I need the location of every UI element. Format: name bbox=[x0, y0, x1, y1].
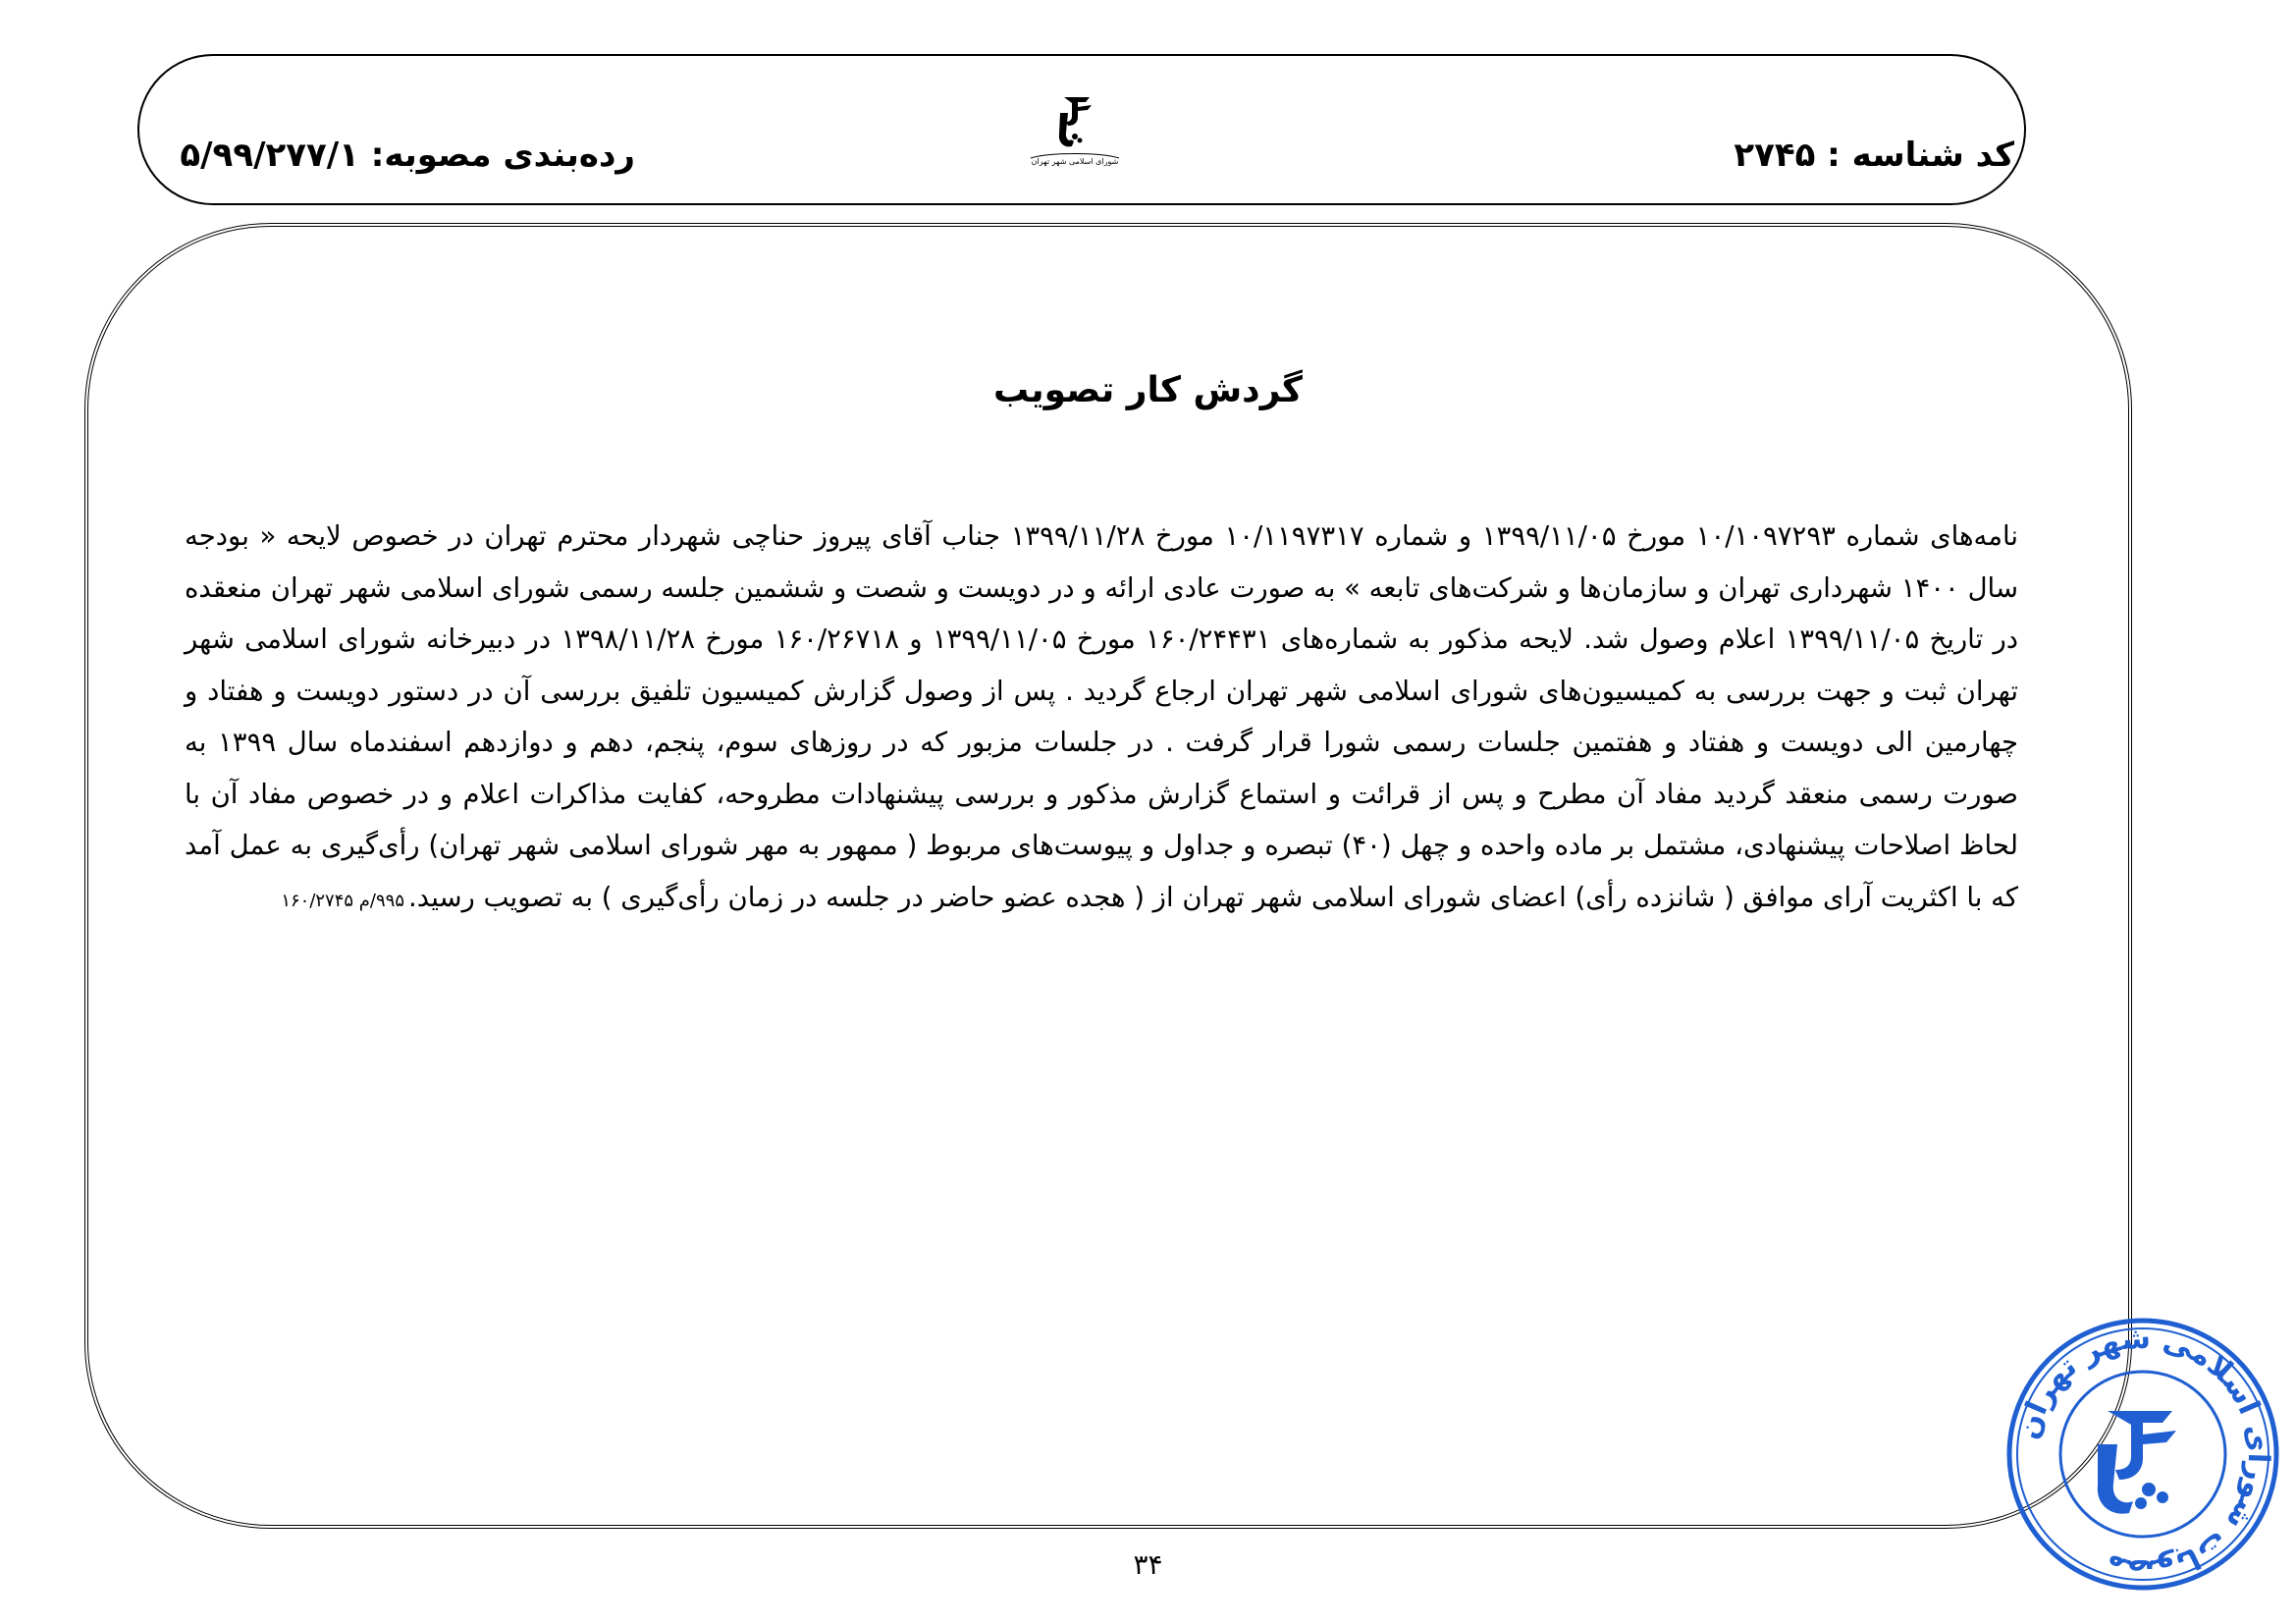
logo-caption: شورای اسلامی شهر تهران bbox=[1031, 157, 1119, 166]
stamp-emblem bbox=[2098, 1411, 2176, 1514]
council-logo bbox=[1021, 93, 1129, 167]
page-number: ۳۴ bbox=[1133, 1548, 1163, 1581]
stamp-text: مصوبات شورای اسلامی شهر تهران bbox=[2010, 1321, 2276, 1588]
body-text: نامه‌های شماره ۱۰/۱۰۹۷۲۹۳ مورخ ۱۳۹۹/۱۱/۰۵ و شماره ۱۰/۱۱۹۷۳۱۷ مورخ ۱۳۹۹/۱۱/۲۸ جناب آقای پیروز حناچی شهردار محترم تهران در خصوص لایحه « بودجه سال ۱۴۰۰ شهرداری تهران و سازمان‌ها و شرکت‌های تابعه » به صورت عادی ارائه و در دویست و شصت و ششمین جلسه رسمی شورای اسلامی شهر تهران منعقده در تاریخ ۱۳۹۹/۱۱/۰۵ اعلام وصول شد. لایحه مذکور به شماره‌های ۱۶۰/۲۴۴۳۱ مورخ ۱۳۹۹/۱۱/۰۵ و ۱۶۰/۲۶۷۱۸ مورخ ۱۳۹۸/۱۱/۲۸ در دبیرخانه شورای اسلامی شهر تهران ثبت و جهت بررسی به کمیسیون‌های شورای اسلامی شهر تهران ارجاع گردید . پس از وصول گزارش کمیسیون تلفیق بررسی آن در دستور دویست و هفتاد و چهارمین الی دویست و هفتاد و هفتمین جلسات رسمی شورا قرار گرفت . در جلسات مزبور که در روزهای سوم، پنجم، دهم و دوازدهم اسفندماه سال ۱۳۹۹ به صورت رسمی منعقد گردید مفاد آن مطرح و پس از قرائت و استماع گزارش مذکور و بررسی پیشنهادات مطروحه، کفایت مذاکرات اعلام و در خصوص مفاد آن با لحاظ اصلاحات پیشنهادی، مشتمل بر ماده واحده و چهل (۴۰) تبصره و جداول و پیوست‌های مربوط ( ممهور به مهر شورای اسلامی شهر تهران) رأی‌گیری به عمل آمد که با اکثریت آرای موافق ( شانزده رأی) اعضای شورای اسلامی شهر تهران از ( هجده عضو حاضر در جلسه در زمان رأی‌گیری ) به تصویب رسید. bbox=[185, 520, 2019, 913]
document-code: کد شناسه : ۲۷۴۵ bbox=[1734, 135, 2014, 175]
document-title: گردش کار تصویب bbox=[993, 370, 1303, 410]
official-stamp bbox=[2004, 1316, 2281, 1593]
body-reference-number: ۹۹۵/م ۱۶۰/۲۷۴۵ bbox=[281, 890, 405, 911]
document-body bbox=[185, 511, 2018, 927]
resolution-classification: رده‌بندی مصوبه: ۵/۹۹/۲۷۷/۱ bbox=[180, 135, 635, 175]
